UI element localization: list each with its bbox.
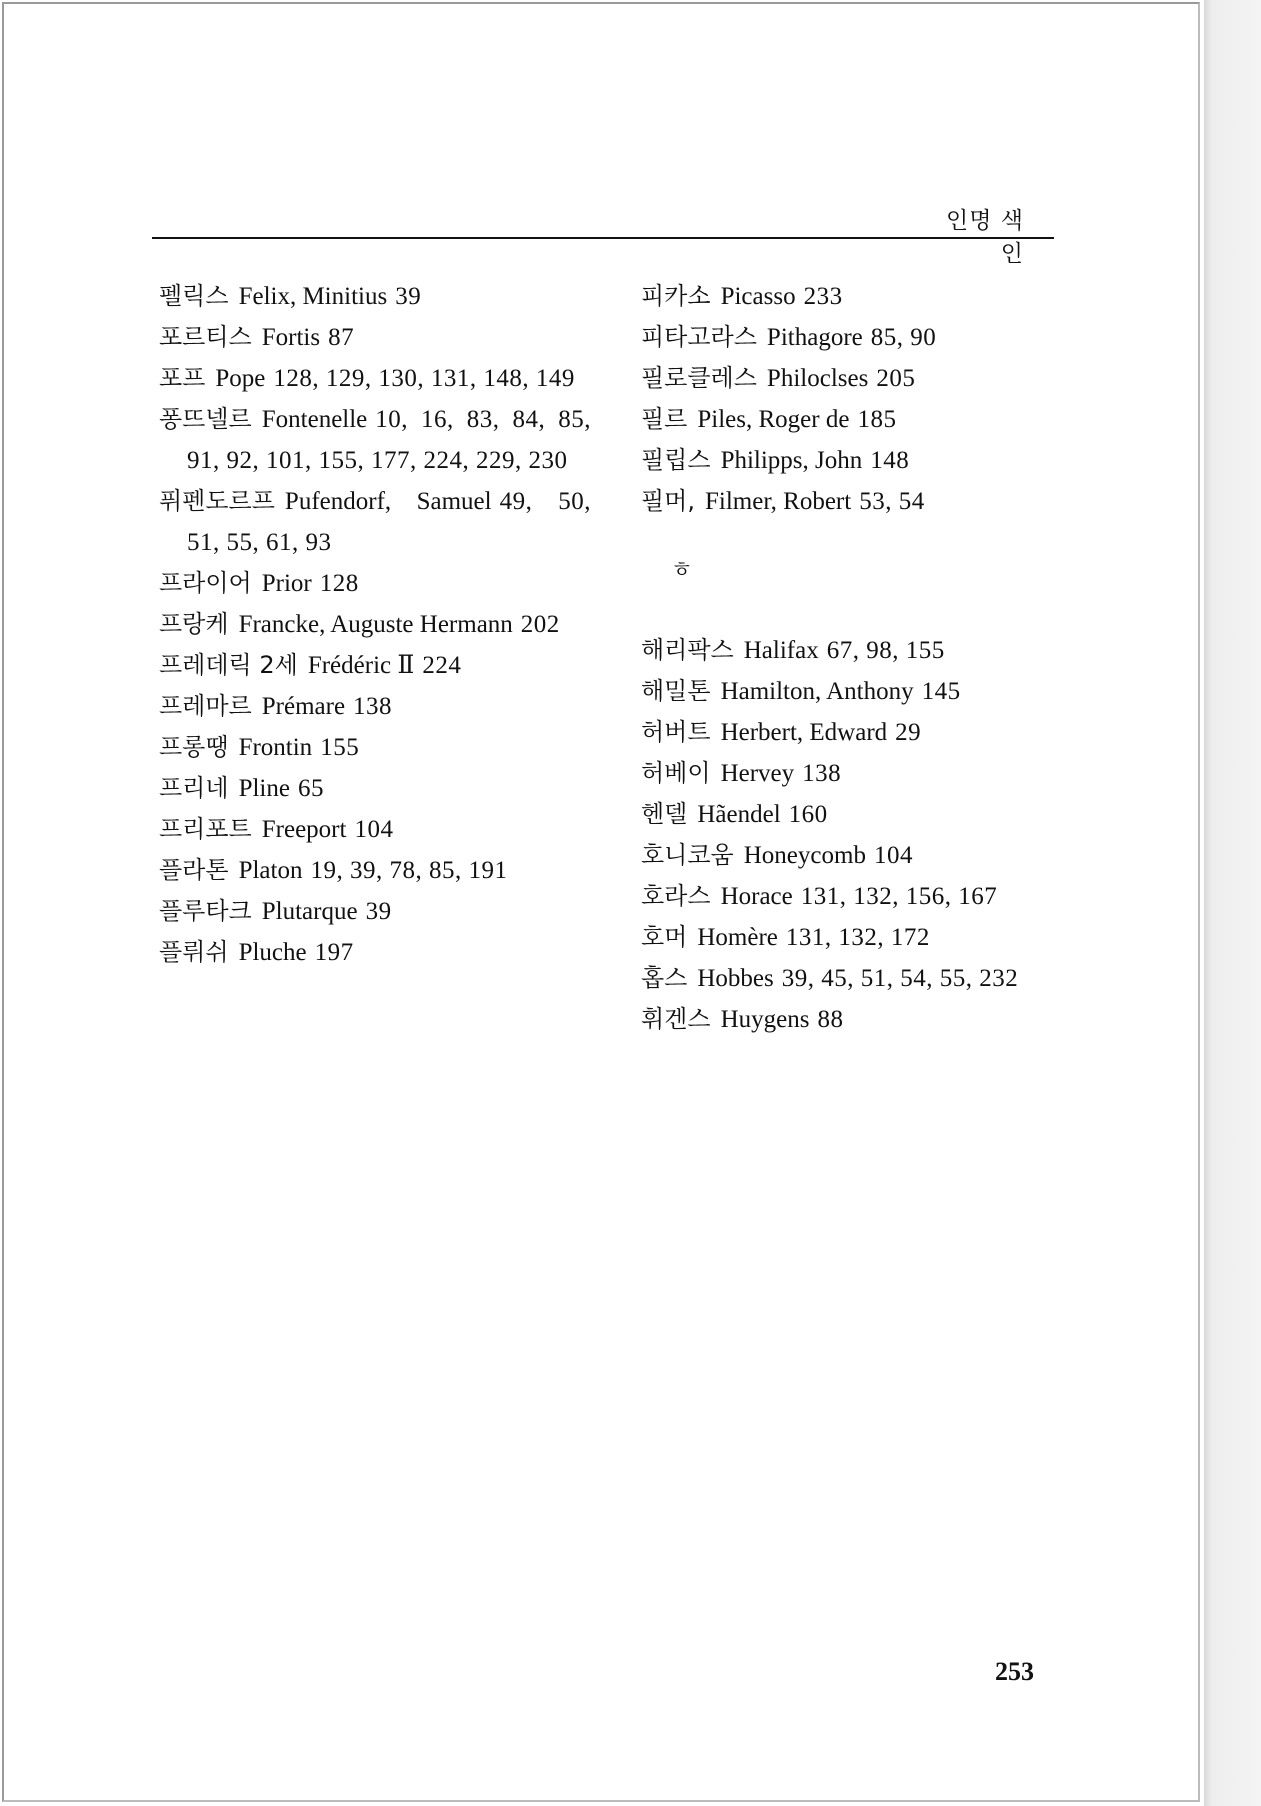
- index-entry: 퓌펜도르프 Pufendorf, Samuel 49, 50, 51, 55, 61, 93: [159, 487, 592, 556]
- index-entry: 헨델 Hãendel 160: [641, 800, 828, 828]
- book-page: [2, 2, 1200, 1802]
- index-entry: 호니코움 Honeycomb 104: [641, 841, 913, 869]
- index-entry: 휘겐스 Huygens 88: [641, 1005, 844, 1033]
- index-column-left: [159, 276, 591, 973]
- viewer-gutter: [1204, 0, 1261, 1806]
- index-entry: 필르 Piles, Roger de 185: [641, 405, 897, 433]
- index-entry: 펠릭스 Felix, Minitius 39: [159, 282, 422, 310]
- index-entry: 해리팍스 Halifax 67, 98, 155: [641, 636, 945, 664]
- index-entry: 프랑케 Francke, Auguste Hermann 202: [159, 610, 560, 638]
- index-entry: 필로클레스 Philoclses 205: [641, 364, 916, 392]
- index-entry: 플루타크 Plutarque 39: [159, 897, 392, 925]
- index-entry: 포프 Pope 128, 129, 130, 131, 148, 149: [159, 364, 575, 392]
- header-rule: [152, 237, 1054, 239]
- index-entry: 피카소 Picasso 233: [641, 282, 843, 310]
- index-entry: 프롱땡 Frontin 155: [159, 733, 360, 761]
- index-entry: 호머 Homère 131, 132, 172: [641, 923, 930, 951]
- index-entry: 필머, Filmer, Robert 53, 54: [641, 487, 925, 515]
- index-entry: 프레마르 Prémare 138: [159, 692, 393, 720]
- index-entry: 플라톤 Platon 19, 39, 78, 85, 191: [159, 856, 508, 884]
- index-entry: 프리네 Pline 65: [159, 774, 324, 802]
- index-entry: 프리포트 Freeport 104: [159, 815, 394, 843]
- index-entry: 허베이 Hervey 138: [641, 759, 842, 787]
- index-entry: 허버트 Herbert, Edward 29: [641, 718, 922, 746]
- page-number: 253: [995, 1657, 1034, 1686]
- index-column-right: [641, 276, 1061, 1040]
- index-entry: 프라이어 Prior 128: [159, 569, 359, 597]
- index-entry: 퐁뜨넬르 Fontenelle 10, 16, 83, 84, 85, 91, 92, 101, 155, 177, 224, 229, 230: [159, 405, 591, 474]
- index-entry: 해밀톤 Hamilton, Anthony 145: [641, 677, 961, 705]
- section-letter-heading: ㅎ: [671, 558, 693, 583]
- index-entry: 포르티스 Fortis 87: [159, 323, 355, 351]
- index-entry: 플뤼쉬 Pluche 197: [159, 938, 354, 966]
- running-header: 인명 색인: [946, 208, 1024, 267]
- index-entry: 프레데릭 2세 Frédéric Ⅱ 224: [159, 651, 462, 679]
- index-entry: 필립스 Philipps, John 148: [641, 446, 910, 474]
- index-entry: 피타고라스 Pithagore 85, 90: [641, 323, 937, 351]
- index-entry: 홉스 Hobbes 39, 45, 51, 54, 55, 232: [641, 964, 1019, 992]
- index-entry: 호라스 Horace 131, 132, 156, 167: [641, 882, 998, 910]
